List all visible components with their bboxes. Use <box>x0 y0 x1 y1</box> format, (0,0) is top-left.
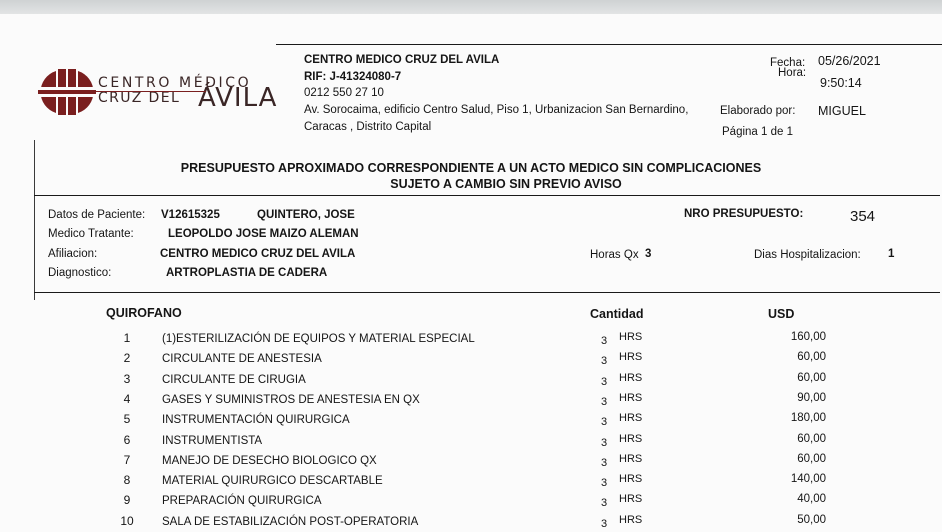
row-description: MATERIAL QUIRURGICO DESCARTABLE <box>162 475 383 487</box>
document-title-line2: SUJETO A CAMBIO SIN PREVIO AVISO <box>390 177 622 191</box>
row-number: 1 <box>123 331 131 345</box>
row-usd-amount: 40,00 <box>797 493 826 505</box>
hora-value: 9:50:14 <box>820 76 862 90</box>
row-usd-amount: 60,00 <box>797 433 826 445</box>
row-quantity: 3 <box>601 497 608 509</box>
company-logo <box>38 67 278 119</box>
horas-qx-value: 3 <box>645 248 652 260</box>
logo-text-line1: CENTRO MÉDICO <box>98 75 252 91</box>
logo-text-line3: ÁVILA <box>198 83 278 113</box>
company-address-line2: Caracas , Distrito Capital <box>304 121 432 133</box>
diagnostico-value: ARTROPLASTIA DE CADERA <box>166 267 328 279</box>
column-header-usd: USD <box>768 307 795 321</box>
row-quantity: 3 <box>601 376 608 388</box>
diagnostico-label: Diagnostico: <box>48 267 112 279</box>
patient-name: QUINTERO, JOSE <box>257 209 355 221</box>
nro-presupuesto-value: 354 <box>850 208 876 225</box>
datos-paciente-label: Datos de Paciente: <box>48 209 146 221</box>
dias-hospitalizacion-label: Dias Hospitalizacion: <box>754 249 861 261</box>
row-quantity: 3 <box>601 457 608 469</box>
row-description: INSTRUMENTISTA <box>162 435 263 447</box>
horas-qx-label: Horas Qx <box>590 249 639 261</box>
row-usd-amount: 60,00 <box>797 372 826 384</box>
company-phone: 0212 550 27 10 <box>304 87 384 99</box>
nro-presupuesto-label: NRO PRESUPUESTO: <box>684 208 804 220</box>
row-quantity: 3 <box>601 518 608 530</box>
patient-id: V12615325 <box>161 209 220 221</box>
row-description: (1)ESTERILIZACIÓN DE EQUIPOS Y MATERIAL ESPECIAL <box>162 333 475 345</box>
row-usd-amount: 180,00 <box>790 412 826 424</box>
row-number: 9 <box>123 493 131 507</box>
row-unit: HRS <box>619 372 643 384</box>
column-header-cantidad: Cantidad <box>590 307 644 321</box>
row-quantity: 3 <box>601 437 608 449</box>
row-number: 10 <box>120 514 134 528</box>
document-title-line1: PRESUPUESTO APROXIMADO CORRESPONDIENTE A UN ACTO MEDICO SIN COMPLICACIONES <box>180 161 762 175</box>
elaborado-label: Elaborado por: <box>720 105 796 117</box>
afiliacion-label: Afiliacion: <box>48 248 98 260</box>
row-unit: HRS <box>619 514 643 526</box>
row-number: 3 <box>123 372 131 386</box>
row-unit: HRS <box>619 392 643 404</box>
elaborado-value: MIGUEL <box>818 104 866 118</box>
header-top-rule <box>276 44 942 45</box>
logo-text-line2: CRUZ DEL <box>98 90 181 106</box>
row-number: 2 <box>123 351 131 365</box>
medico-value: LEOPOLDO JOSE MAIZO ALEMAN <box>168 228 359 240</box>
row-usd-amount: 60,00 <box>797 453 826 465</box>
row-usd-amount: 50,00 <box>797 514 826 526</box>
row-description: MANEJO DE DESECHO BIOLOGICO QX <box>162 455 377 467</box>
row-unit: HRS <box>619 331 643 343</box>
fecha-label: Fecha: <box>770 57 806 69</box>
row-unit: HRS <box>619 412 643 424</box>
row-number: 8 <box>123 473 131 487</box>
fecha-value: 05/26/2021 <box>818 54 881 68</box>
row-usd-amount: 160,00 <box>790 331 826 343</box>
cross-logo-icon <box>38 69 96 115</box>
title-bottom-rule <box>34 195 940 196</box>
company-address-line1: Av. Sorocaima, edificio Centro Salud, Piso 1, Urbanizacion San Bernardino, <box>304 104 689 116</box>
section-title: QUIROFANO <box>106 306 182 320</box>
row-number: 4 <box>123 392 131 406</box>
row-quantity: 3 <box>601 355 608 367</box>
row-description: CIRCULANTE DE CIRUGIA <box>162 374 306 386</box>
row-number: 6 <box>123 433 131 447</box>
afiliacion-value: CENTRO MEDICO CRUZ DEL AVILA <box>160 248 356 260</box>
patient-bottom-rule <box>34 292 940 293</box>
row-number: 7 <box>123 453 131 467</box>
company-rif: RIF: J-41324080-7 <box>304 71 402 83</box>
hora-label: Hora: <box>778 67 807 79</box>
row-unit: HRS <box>619 473 643 485</box>
row-quantity: 3 <box>601 335 608 347</box>
row-quantity: 3 <box>601 416 608 428</box>
row-description: GASES Y SUMINISTROS DE ANESTESIA EN QX <box>162 394 420 406</box>
row-unit: HRS <box>619 433 643 445</box>
row-unit: HRS <box>619 453 643 465</box>
row-usd-amount: 90,00 <box>797 392 826 404</box>
row-usd-amount: 60,00 <box>797 351 826 363</box>
row-description: PREPARACIÓN QUIRURGICA <box>162 495 322 507</box>
dias-hospitalizacion-value: 1 <box>888 248 895 260</box>
medico-label: Medico Tratante: <box>48 228 134 240</box>
pagina-indicator: Página 1 de 1 <box>722 126 793 138</box>
row-description: INSTRUMENTACIÓN QUIRURGICA <box>162 414 350 426</box>
row-description: SALA DE ESTABILIZACIÓN POST-OPERATORIA <box>162 516 419 528</box>
row-number: 5 <box>123 412 131 426</box>
row-unit: HRS <box>619 493 643 505</box>
logo-underline <box>96 91 206 92</box>
company-name: CENTRO MEDICO CRUZ DEL AVILA <box>304 54 500 66</box>
row-quantity: 3 <box>601 396 608 408</box>
row-unit: HRS <box>619 351 643 363</box>
row-description: CIRCULANTE DE ANESTESIA <box>162 353 322 365</box>
row-quantity: 3 <box>601 477 608 489</box>
row-usd-amount: 140,00 <box>790 473 826 485</box>
